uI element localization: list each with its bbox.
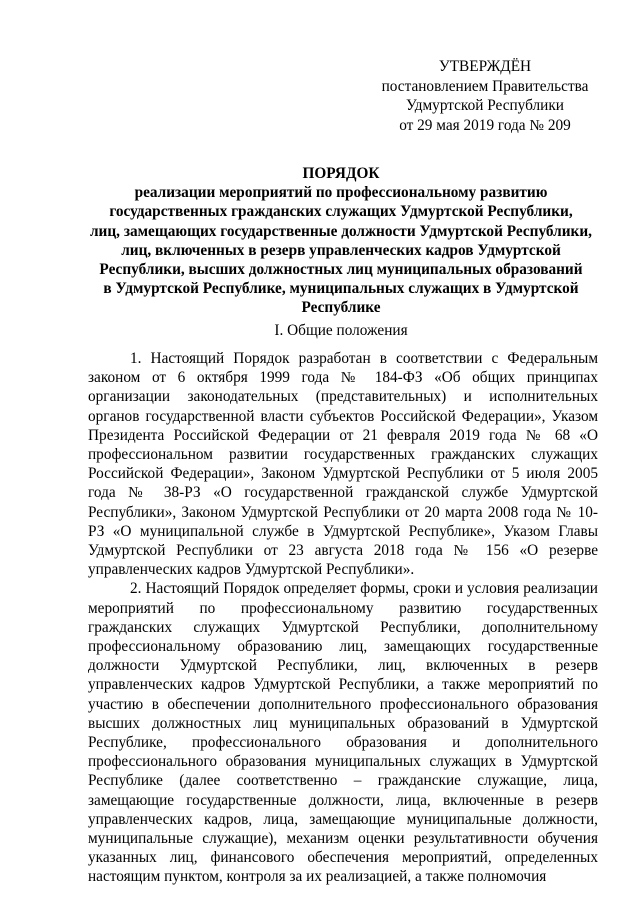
title-line: лиц, замещающих государственные должности Удмуртской Республики, bbox=[89, 222, 593, 240]
title-line: Республики, высших должностных лиц муниципальных образований bbox=[99, 261, 583, 279]
approval-authority: постановлением Правительства bbox=[381, 77, 589, 95]
approval-stamp bbox=[375, 57, 595, 135]
title-line: реализации мероприятий по профессиональному развитию bbox=[134, 184, 548, 202]
approval-date: от 29 мая 2019 года № 209 bbox=[399, 116, 571, 134]
title-line: Республике bbox=[301, 299, 381, 317]
paragraph-1: 1. Настоящий Порядок разработан в соответствии с Федеральным законом от 6 октября 1999 года № 184-ФЗ «Об общих принципах организации законодательных (представительных) и исполнительных органов государственной власти субъектов Российской Федерации», Указом Президента Российской Федерации от 21 февраля 2019 года № 68 «О профессиональном развитии государственных гражданских служащих Российской Федерации», Законом Удмуртской Республики от 5 июля 2005 года № 38-РЗ «О государственной гражданской службе Удмуртской Республики», Законом Удмуртской Республики от 20 марта 2008 года № 10-РЗ «О муниципальной службе в Удмуртской Республике», Указом Главы Удмуртской Республики от 23 августа 2018 года № 156 «О резерве управленческих кадров Удмуртской Республики». bbox=[88, 350, 598, 579]
document-body bbox=[88, 349, 598, 887]
document-title bbox=[86, 164, 596, 318]
section-heading: I. Общие положения bbox=[274, 322, 408, 339]
title-heading: ПОРЯДОК bbox=[302, 165, 380, 182]
title-line: государственных гражданских служащих Удмуртской Республики, bbox=[109, 203, 573, 221]
title-line: в Удмуртской Республике, муниципальных служащих в Удмуртской bbox=[103, 280, 579, 298]
approval-title: УТВЕРЖДЁН bbox=[438, 58, 532, 75]
approval-region: Удмуртской Республики bbox=[406, 97, 564, 114]
title-line: лиц, включенных в резерв управленческих кадров Удмуртской bbox=[121, 241, 561, 259]
paragraph-2: 2. Настоящий Порядок определяет формы, сроки и условия реализации мероприятий по профессиональному развитию государственных гражданских служащих Удмуртской Республики, дополнительному профессиональному образованию лиц, замещающих государственные должности Удмуртской Республики, лиц, включенных в резерв управленческих кадров Удмуртской Республики, а также мероприятий по участию в обеспечении дополнительного профессионального образования высших должностных лиц муниципальных образований в Удмуртской Республике, профессионального образования и дополнительного профессионального образования муниципальных служащих в Удмуртской Республике (далее соответственно – гражданские служащие, лица, замещающие государственные должности, лица, включенные в резерв управленческих кадров, лица, замещающие муниципальные должности, муниципальные служащие), механизм оценки результативности обучения указанных лиц, финансового обеспечения мероприятий, определенных настоящим пунктом, контроля за их реализацией, а также полномочия bbox=[88, 580, 598, 886]
